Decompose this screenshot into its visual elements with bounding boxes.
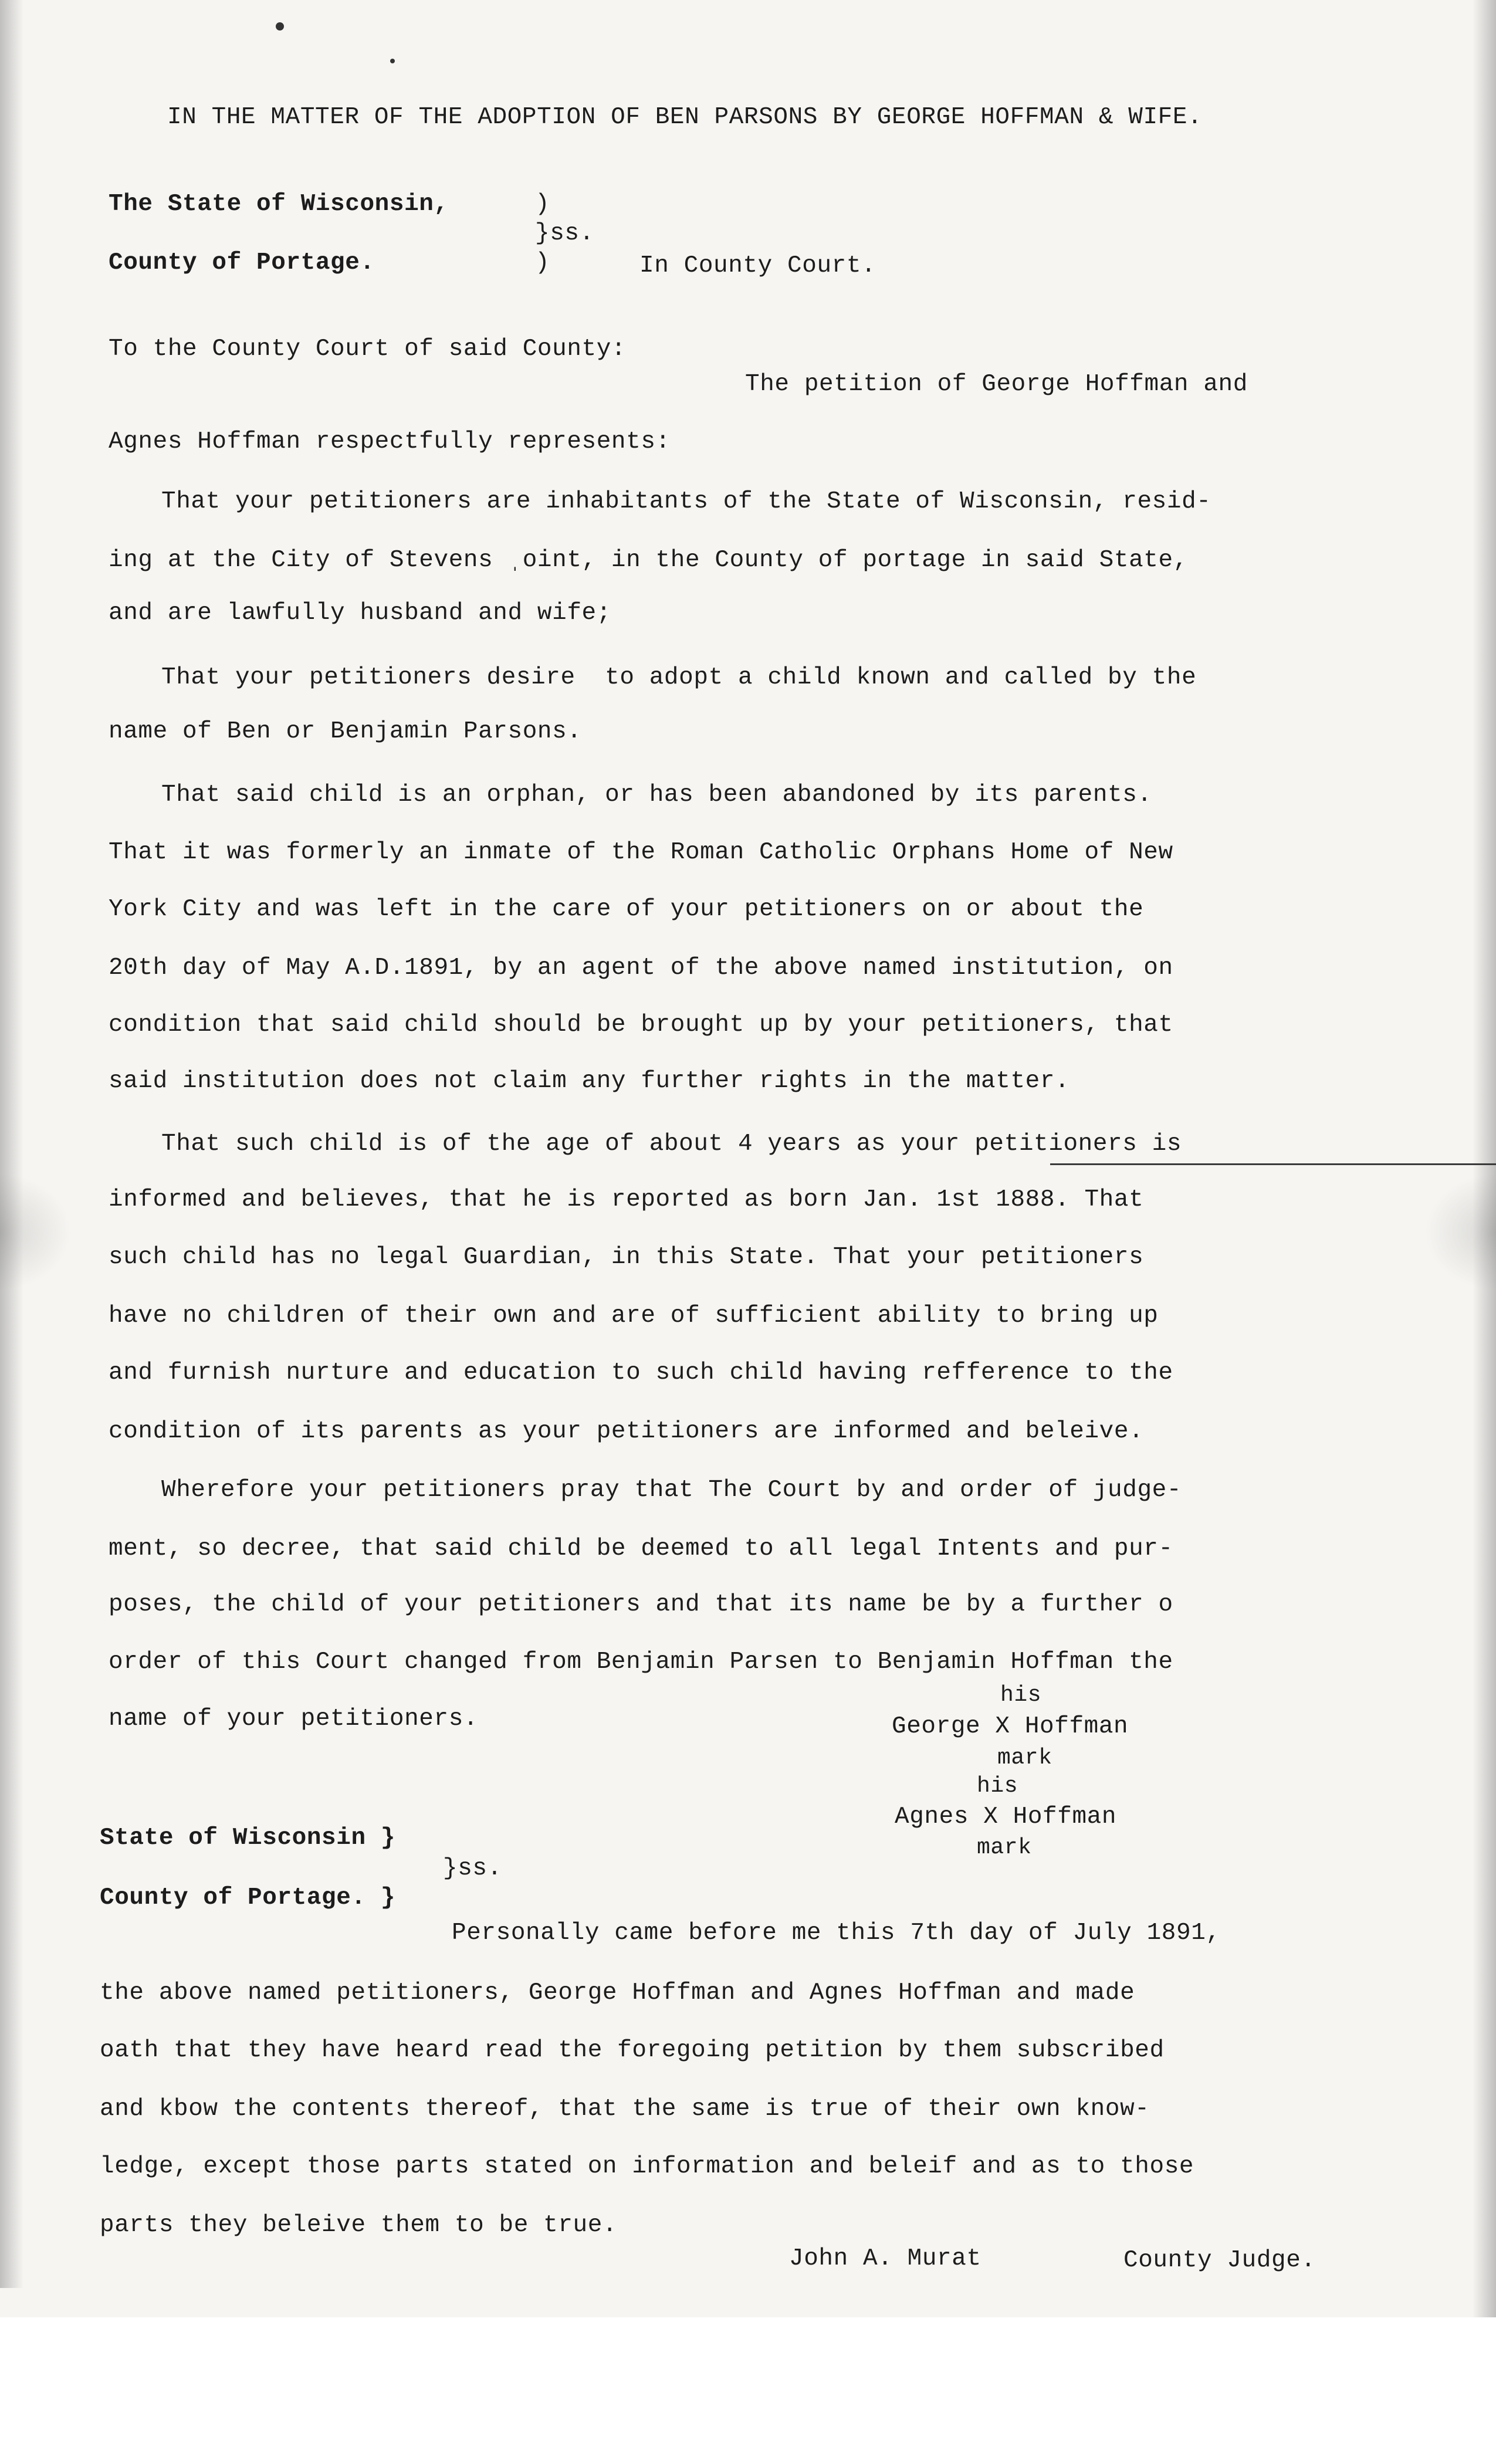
- paragraph-line: York City and was left in the care of your petitioners on or about the: [109, 896, 1144, 923]
- paragraph-line: informed and believes, that he is reported as born Jan. 1st 1888. That: [109, 1186, 1144, 1213]
- oath-line: parts they beleive them to be true.: [100, 2212, 618, 2239]
- paragraph-line: have no children of their own and are of sufficient ability to bring up: [109, 1302, 1159, 1329]
- signature-agnes: Agnes X Hoffman: [895, 1803, 1117, 1830]
- paragraph-line: and are lawfully husband and wife;: [109, 600, 611, 627]
- venue-ss: }ss.: [535, 220, 594, 247]
- paragraph-line: such child has no legal Guardian, in this State. That your petitioners: [109, 1244, 1144, 1271]
- paragraph-line: name of your petitioners.: [109, 1705, 479, 1732]
- paragraph-line: That such child is of the age of about 4 years as your petitioners is: [161, 1131, 1182, 1157]
- judge-name: John A. Murat: [789, 2245, 981, 2272]
- paragraph-line: ment, so decree, that said child be deemed to all legal Intents and pur-: [109, 1535, 1173, 1562]
- signature-mark: mark: [997, 1745, 1052, 1771]
- oath-line: oath that they have heard read the foregoing petition by them subscribed: [100, 2037, 1165, 2064]
- paragraph-line: That your petitioners desire to adopt a child known and called by the: [161, 664, 1197, 691]
- address-line: To the County Court of said County:: [109, 336, 627, 363]
- document-heading: IN THE MATTER OF THE ADOPTION OF BEN PARSONS BY GEORGE HOFFMAN & WIFE.: [167, 104, 1203, 131]
- oath-line: Personally came before me this 7th day of July 1891,: [452, 1920, 1221, 1947]
- oath-line: and kbow the contents thereof, that the same is true of their own know-: [100, 2096, 1150, 2123]
- venue-paren: ): [535, 249, 550, 276]
- paragraph-line: name of Ben or Benjamin Parsons.: [109, 718, 582, 745]
- oath-venue-state: State of Wisconsin }: [100, 1825, 396, 1852]
- horizontal-rule: [1050, 1163, 1496, 1165]
- signature-george: George X Hoffman: [892, 1713, 1129, 1740]
- venue-state: The State of Wisconsin,: [109, 191, 449, 218]
- venue-county: County of Portage.: [109, 249, 375, 276]
- paragraph-line: and furnish nurture and education to such child having refference to the: [109, 1359, 1173, 1386]
- paragraph-line: ing at the City of Stevens ˌoint, in the County of portage in said State,: [109, 547, 1188, 574]
- signature-mark: mark: [977, 1835, 1032, 1860]
- paragraph-line: Wherefore your petitioners pray that The Court by and order of judge-: [161, 1477, 1182, 1504]
- paragraph-line: poses, the child of your petitioners and that its name be by a further o: [109, 1591, 1173, 1618]
- oath-venue-ss: }ss.: [443, 1855, 502, 1882]
- oath-venue-county: County of Portage. }: [100, 1884, 396, 1911]
- paragraph-line: condition of its parents as your petitioners are informed and beleive.: [109, 1418, 1144, 1445]
- petition-intro: The petition of George Hoffman and: [745, 371, 1248, 398]
- scan-shadow-left: [0, 0, 23, 2288]
- bottom-margin: [0, 2317, 1496, 2464]
- paragraph-line: order of this Court changed from Benjamin Parsen to Benjamin Hoffman the: [109, 1649, 1173, 1676]
- paragraph-line: said institution does not claim any further rights in the matter.: [109, 1068, 1070, 1095]
- judge-title: County Judge.: [1123, 2247, 1316, 2274]
- paragraph-line: That said child is an orphan, or has been abandoned by its parents.: [161, 781, 1152, 808]
- venue-court: In County Court.: [639, 252, 876, 279]
- paragraph-line: That it was formerly an inmate of the Roman Catholic Orphans Home of New: [109, 839, 1173, 866]
- paragraph-line: That your petitioners are inhabitants of the State of Wisconsin, resid-: [161, 488, 1211, 515]
- ink-speck: [390, 59, 395, 63]
- paragraph-line: condition that said child should be brought up by your petitioners, that: [109, 1011, 1173, 1038]
- scan-shadow-right: [1473, 0, 1496, 2317]
- petition-intro: Agnes Hoffman respectfully represents:: [109, 428, 671, 455]
- ink-speck: [276, 22, 284, 31]
- signature-his: his: [1000, 1683, 1042, 1708]
- oath-line: ledge, except those parts stated on information and beleif and as to those: [100, 2153, 1194, 2180]
- paragraph-line: 20th day of May A.D.1891, by an agent of the above named institution, on: [109, 955, 1173, 981]
- venue-paren: ): [535, 191, 550, 218]
- signature-his: his: [977, 1773, 1018, 1799]
- oath-line: the above named petitioners, George Hoffman and Agnes Hoffman and made: [100, 1979, 1135, 2006]
